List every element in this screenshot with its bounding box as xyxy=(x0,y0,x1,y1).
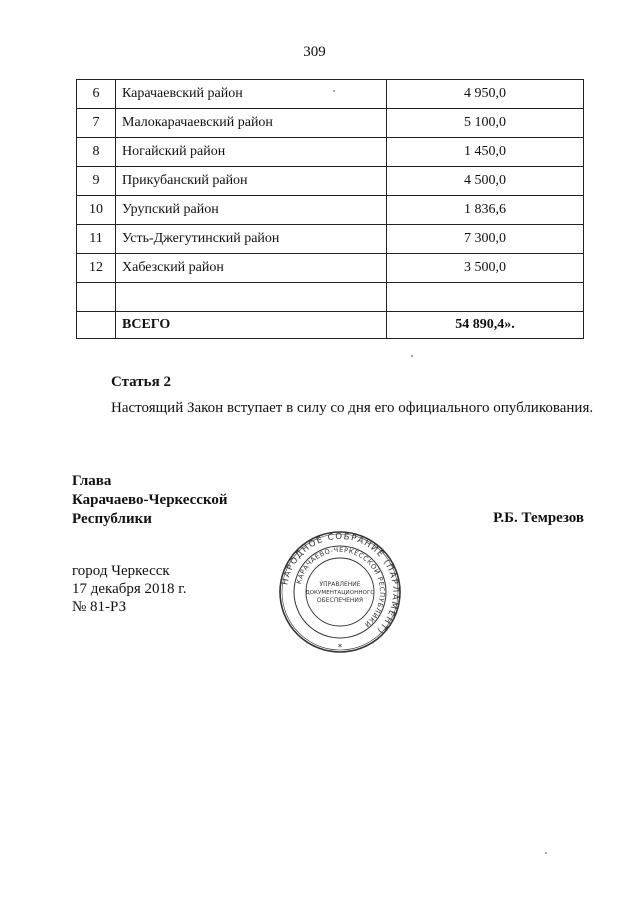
district-name: Ногайский район xyxy=(116,138,387,167)
row-number: 12 xyxy=(77,254,116,283)
place-date-block xyxy=(72,562,187,616)
row-number: 8 xyxy=(77,138,116,167)
district-amount: 4 950,0 xyxy=(387,80,584,109)
stamp-inner-text: КАРАЧАЕВО-ЧЕРКЕССКОЙ РЕСПУБЛИКИ xyxy=(294,545,387,629)
article-title: Статья 2 xyxy=(111,374,171,390)
signature-line: Республики xyxy=(72,511,152,527)
district-amount: 3 500,0 xyxy=(387,254,584,283)
stamp-center-line: ДОКУМЕНТАЦИОННОГО xyxy=(305,590,375,596)
district-name: Хабезский район xyxy=(116,254,387,283)
district-name: Карачаевский район xyxy=(116,80,387,109)
district-amount: 1 836,6 xyxy=(387,196,584,225)
row-number: 7 xyxy=(77,109,116,138)
stamp-star: * xyxy=(337,643,343,653)
total-row xyxy=(77,312,584,339)
page-number: 309 xyxy=(303,44,326,60)
stamp-outer-text: НАРОДНОЕ СОБРАНИЕ (ПАРЛАМЕНТ) xyxy=(280,531,401,636)
stamp-center-line: УПРАВЛЕНИЕ xyxy=(319,581,361,588)
row-number: 10 xyxy=(77,196,116,225)
row-number: 9 xyxy=(77,167,116,196)
district-name: Малокарачаевский район xyxy=(116,109,387,138)
scan-speck xyxy=(333,90,335,92)
row-number: 6 xyxy=(77,80,116,109)
city: город Черкесск xyxy=(72,563,170,579)
district-amount: 5 100,0 xyxy=(387,109,584,138)
signature-line: Глава xyxy=(72,473,112,489)
official-stamp xyxy=(278,528,402,656)
row-number: 11 xyxy=(77,225,116,254)
table-row xyxy=(77,254,584,283)
total-amount: 54 890,4». xyxy=(387,312,584,339)
scan-speck xyxy=(545,852,547,854)
article-text: Настоящий Закон вступает в силу со дня его официального опубликования. xyxy=(111,400,594,416)
district-amount: 4 500,0 xyxy=(387,167,584,196)
stamp-center-line: ОБЕСПЕЧЕНИЯ xyxy=(316,597,364,604)
table-row xyxy=(77,167,584,196)
district-amount: 7 300,0 xyxy=(387,225,584,254)
empty-cell xyxy=(387,283,584,312)
empty-cell xyxy=(77,312,116,339)
empty-cell xyxy=(116,283,387,312)
signature-title xyxy=(72,472,228,529)
signer-name: Р.Б. Темрезов xyxy=(493,510,584,526)
district-amount: 1 450,0 xyxy=(387,138,584,167)
table-row xyxy=(77,80,584,109)
signature-line: Карачаево-Черкесской xyxy=(72,492,228,508)
date: 17 декабря 2018 г. xyxy=(72,581,187,597)
table-row xyxy=(77,138,584,167)
law-number: № 81-РЗ xyxy=(72,599,127,615)
districts-table xyxy=(76,79,584,339)
district-name: Усть-Джегутинский район xyxy=(116,225,387,254)
empty-cell xyxy=(77,283,116,312)
table-row xyxy=(77,225,584,254)
scan-speck xyxy=(411,355,413,357)
district-name: Прикубанский район xyxy=(116,167,387,196)
empty-row xyxy=(77,283,584,312)
district-name: Урупский район xyxy=(116,196,387,225)
total-label: ВСЕГО xyxy=(116,312,387,339)
table-row xyxy=(77,196,584,225)
table-row xyxy=(77,109,584,138)
